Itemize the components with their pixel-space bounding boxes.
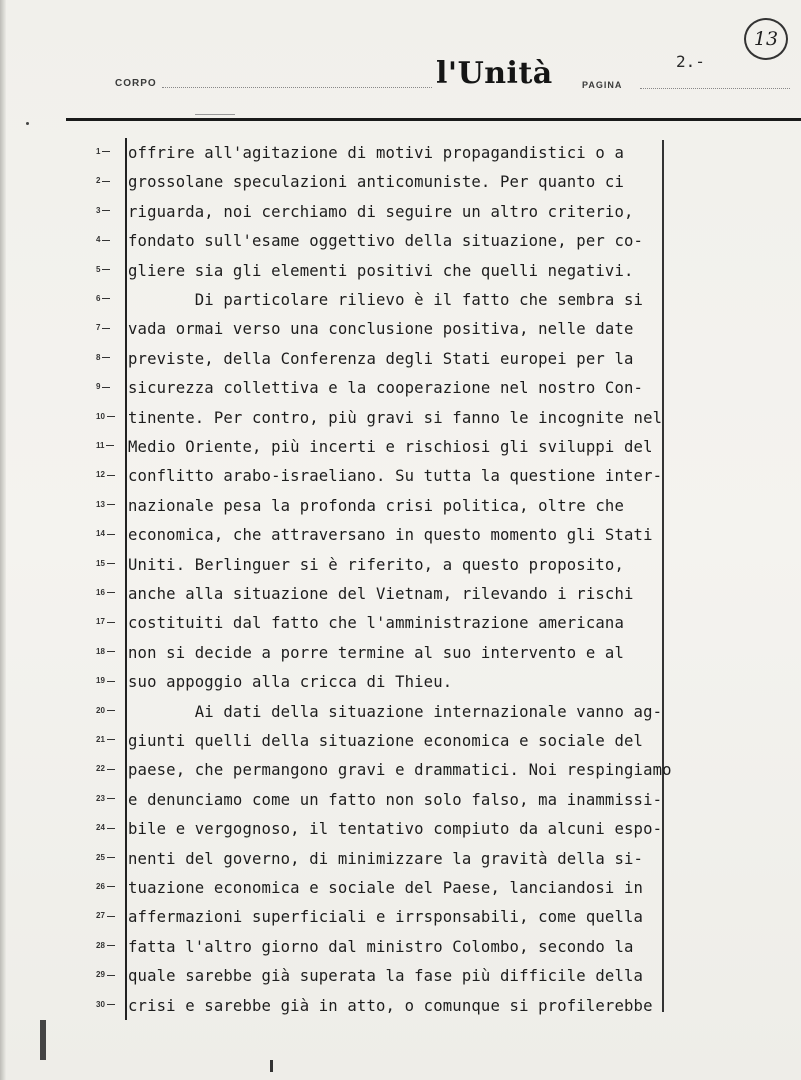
line-text: nenti del governo, di minimizzare la gravità della si- [128,849,644,868]
line-number: 1 [96,147,126,156]
text-line [0,199,801,225]
text-line [0,993,801,1019]
scan-edge-mark [40,1020,46,1060]
text-line [0,258,801,284]
line-number: 7 [96,323,126,332]
line-number: 16 [96,588,126,597]
text-line [0,316,801,342]
line-text: fondato sull'esame oggettivo della situazione, per co- [128,232,644,251]
line-number: 21 [96,735,126,744]
text-line [0,610,801,636]
text-line [0,228,801,254]
header-pagina-dotted-line [640,88,790,89]
line-text: economica, che attraversano in questo momento gli Stati [128,526,653,545]
line-text: tuazione economica e sociale del Paese, lanciandosi in [128,879,644,897]
text-line [0,640,801,666]
line-number: 6 [96,294,126,303]
line-number: 17 [96,617,126,626]
line-number: 14 [96,529,126,538]
line-text: Medio Oriente, più incerti e rischiosi gli sviluppi del [128,438,653,456]
line-number: 5 [96,265,126,274]
faint-stamp-mark [195,114,235,115]
line-text: nazionale pesa la profonda crisi politica, oltre che [128,496,624,515]
line-number: 3 [96,206,126,215]
line-text: suo appoggio alla cricca di Thieu. [128,673,453,692]
line-text: non si decide a porre termine al suo intervento e al [128,643,624,662]
text-line [0,581,801,607]
text-line [0,699,801,725]
scan-mark [270,1060,273,1072]
circled-folio-number: 13 [744,18,788,60]
line-number: 11 [96,441,126,450]
line-text: fatta l'altro giorno dal ministro Colombo, secondo la [128,937,634,956]
line-number: 23 [96,794,126,803]
text-line [0,287,801,313]
text-line [0,463,801,489]
line-number: 2 [96,176,126,185]
line-text: bile e vergognoso, il tentativo compiuto da alcuni espo- [128,820,663,839]
line-number: 22 [96,764,126,773]
line-text: crisi e sarebbe già in atto, o comunque si profilerebbe [128,996,653,1015]
text-line [0,552,801,578]
line-text: anche alla situazione del Vietnam, rilevando i rischi [128,585,634,603]
line-text: grossolane speculazioni anticomuniste. Per quanto ci [128,173,624,192]
text-line [0,904,801,930]
line-number: 15 [96,559,126,568]
text-line [0,846,801,872]
text-line [0,875,801,901]
line-number: 28 [96,941,126,950]
line-number: 29 [96,970,126,979]
line-number: 18 [96,647,126,656]
text-line [0,140,801,166]
page-number: 2.- [676,52,705,71]
header-rule [66,118,801,121]
text-line [0,728,801,754]
line-text: offrire all'agitazione di motivi propagandistici o a [128,144,624,162]
text-line [0,522,801,548]
line-text: Ai dati della situazione internazionale vanno ag- [128,702,663,721]
text-line [0,934,801,960]
line-text: giunti quelli della situazione economica e sociale del [128,732,644,750]
line-number: 13 [96,500,126,509]
line-text: quale sarebbe già superata la fase più difficile della [128,967,644,986]
line-number: 10 [96,412,126,421]
header-pagina-label: PAGINA [582,80,623,90]
line-text: conflitto arabo-israeliano. Su tutta la questione inter- [128,467,663,486]
line-number: 30 [96,1000,126,1009]
scan-speck [26,122,29,125]
header-corpo-label: CORPO [115,78,157,89]
line-number: 20 [96,706,126,715]
line-text: previste, della Conferenza degli Stati europei per la [128,349,634,368]
text-line [0,963,801,989]
line-number: 4 [96,235,126,244]
line-text: Uniti. Berlinguer si è riferito, a questo proposito, [128,555,624,574]
text-line [0,434,801,460]
line-text: Di particolare rilievo è il fatto che sembra si [128,291,644,309]
line-number: 27 [96,911,126,920]
line-number: 25 [96,853,126,862]
text-line [0,757,801,783]
line-text: costituiti dal fatto che l'amministrazione americana [128,614,624,633]
text-line [0,669,801,695]
header-corpo-dotted-line [162,87,432,88]
text-line [0,405,801,431]
line-text: vada ormai verso una conclusione positiva, nelle date [128,320,634,339]
line-text: riguarda, noi cerchiamo di seguire un altro criterio, [128,202,634,221]
line-text: paese, che permangono gravi e drammatici. Noi respingiamo [128,761,672,780]
text-line [0,169,801,195]
line-number: 19 [96,676,126,685]
line-number: 24 [96,823,126,832]
line-number: 8 [96,353,126,362]
text-line [0,787,801,813]
line-text: e denunciamo come un fatto non solo falso, ma inammissi- [128,790,663,809]
text-line [0,375,801,401]
text-line [0,346,801,372]
text-line [0,816,801,842]
line-number: 12 [96,470,126,479]
line-number: 26 [96,882,126,891]
line-text: sicurezza collettiva e la cooperazione nel nostro Con- [128,379,644,398]
line-text: tinente. Per contro, più gravi si fanno le incognite nel [128,408,663,427]
newspaper-logo: l'Unità [436,56,553,91]
text-line [0,493,801,519]
line-text: gliere sia gli elementi positivi che quelli negativi. [128,261,634,280]
line-number: 9 [96,382,126,391]
line-text: affermazioni superficiali e irrsponsabili, come quella [128,908,644,927]
